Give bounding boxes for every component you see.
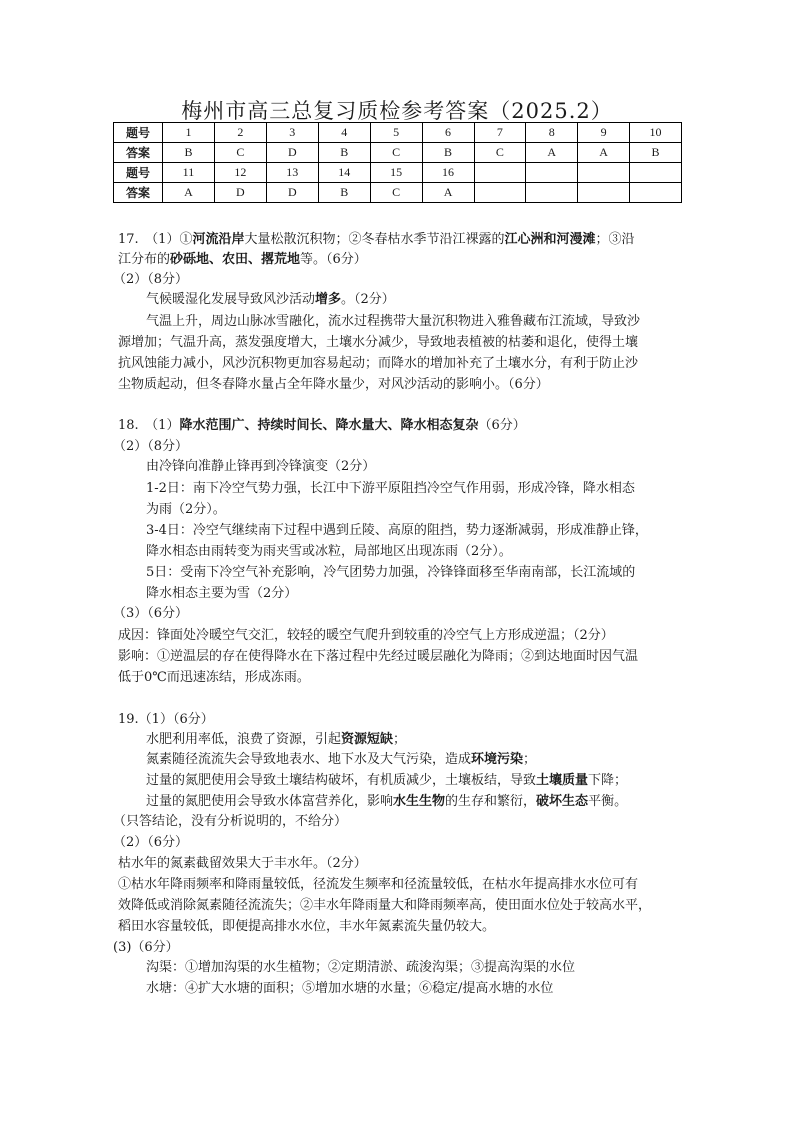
table-cell: 2 — [214, 123, 266, 143]
answer-line: （2）（8分） — [113, 439, 189, 454]
answer-text: ；③沿 — [595, 232, 635, 247]
answer-line: （2）（6分） — [113, 835, 189, 850]
table-cell: 3 — [266, 123, 318, 143]
page-title: 梅州市高三总复习质检参考答案（2025.2） — [181, 99, 613, 123]
table-cell: C — [214, 143, 266, 163]
table-cell — [526, 183, 578, 203]
answer-text: ； — [523, 752, 537, 767]
answer-text: 大量松散沉积物；②冬春枯水季节沿江裸露的 — [244, 232, 505, 247]
table-cell: B — [629, 143, 681, 163]
answer-line: 尘物质起动，但冬春降水量占全年降水量少，对风沙活动的影响小。（6分） — [118, 377, 549, 392]
answer-text: 18. （1） — [118, 418, 180, 433]
table-cell: C — [370, 183, 422, 203]
answer-text: 下降； — [588, 773, 628, 788]
table-cell: A — [163, 183, 215, 203]
table-cell: D — [266, 183, 318, 203]
key-term: 降水范围广、持续时间长、降水量大、降水相态复杂 — [179, 418, 479, 433]
table-cell: B — [163, 143, 215, 163]
key-term: 破坏生态 — [536, 794, 589, 809]
answer-line: ①枯水年降雨频率和降雨量较低，径流发生频率和径流量较低，在枯水年提高排水水位可有 — [118, 877, 639, 892]
answer-line: 3-4日：冷空气继续南下过程中遇到丘陵、高原的阻挡，势力逐渐减弱，形成准静止锋， — [146, 523, 648, 538]
answer-line: （3）（6分） — [113, 606, 189, 621]
table-cell: 6 — [422, 123, 474, 143]
answer-line: 低于0℃而迅速冻结，形成冻雨。 — [118, 670, 310, 685]
table-row — [114, 123, 682, 143]
answer-text: ； — [393, 732, 407, 747]
table-cell: C — [474, 143, 526, 163]
table-cell: D — [214, 183, 266, 203]
answer-line — [146, 752, 536, 768]
table-row — [114, 183, 682, 203]
table-cell: A — [526, 143, 578, 163]
answer-line — [118, 252, 367, 268]
table-cell: 4 — [318, 123, 370, 143]
table-cell: B — [422, 143, 474, 163]
key-term: 环境污染 — [471, 752, 524, 767]
answer-text: 过量的氮肥使用会导致水体富营养化，影响 — [146, 794, 394, 809]
table-cell: C — [370, 143, 422, 163]
answer-line: 1-2日：南下冷空气势力强，长江中下游平原阻挡冷空气作用弱，形成冷锋，降水相态 — [146, 481, 635, 496]
table-row — [114, 163, 682, 183]
row-label: 答案 — [114, 183, 163, 203]
answer-line: 稻田水容量较低，即便提高排水水位，丰水年氮素流失量仍较大。 — [118, 919, 496, 934]
key-term: 砂砾地、农田、撂荒地 — [170, 252, 301, 267]
answer-line: 降水相态主要为雪（2分） — [146, 586, 298, 601]
answer-line — [146, 292, 395, 308]
table-cell: B — [318, 183, 370, 203]
key-term: 江心洲和河漫滩 — [504, 232, 596, 247]
table-cell: 12 — [214, 163, 266, 183]
answer-table — [113, 122, 682, 203]
table-cell: 8 — [526, 123, 578, 143]
table-cell: B — [318, 143, 370, 163]
answer-line — [146, 794, 627, 810]
table-cell: 1 — [163, 123, 215, 143]
answer-line: 降水相态由雨转变为雨夹雪或冰粒，局部地区出现冻雨（2分）。 — [146, 544, 512, 559]
answer-line: 影响：①逆温层的存在使得降水在下落过程中先经过暖层融化为降雨；②到达地面时因气温 — [118, 649, 639, 664]
table-cell — [629, 183, 681, 203]
table-cell — [526, 163, 578, 183]
table-cell — [578, 163, 630, 183]
answer-text: 等。（6分） — [300, 252, 367, 267]
table-cell: 10 — [629, 123, 681, 143]
table-cell: 5 — [370, 123, 422, 143]
answer-line: 5日：受南下冷空气补充影响，冷气团势力加强，冷锋锋面移至华南南部，长江流域的 — [146, 565, 636, 580]
answer-text: （6分） — [478, 418, 526, 433]
table-cell: A — [422, 183, 474, 203]
key-term: 河流沿岸 — [192, 232, 245, 247]
answer-text: 江分布的 — [118, 252, 171, 267]
answer-line — [118, 418, 526, 434]
table-cell: D — [266, 143, 318, 163]
answer-line: 由冷锋向准静止锋再到冷锋演变（2分） — [146, 459, 376, 474]
answer-line: (3)（6分） — [113, 940, 179, 955]
answer-line: 气温上升，周边山脉冰雪融化，流水过程携带大量沉积物进入雅鲁藏布江流域，导致沙 — [146, 314, 641, 329]
answer-line — [146, 773, 627, 789]
key-term: 土壤质量 — [536, 773, 589, 788]
answer-line: （2）（8分） — [113, 272, 189, 287]
table-cell: 9 — [578, 123, 630, 143]
answer-text: 水肥利用率低，浪费了资源，引起 — [146, 732, 342, 747]
table-cell: 16 — [422, 163, 474, 183]
answer-line: 抗风蚀能力减小，风沙沉积物更加容易起动；而降水的增加补充了土壤水分，有利于防止沙 — [118, 356, 639, 371]
table-cell — [474, 183, 526, 203]
key-term: 资源短缺 — [341, 732, 394, 747]
key-term: 增多 — [315, 292, 342, 307]
answer-line: 成因：锋面处冷暖空气交汇，较轻的暖空气爬升到较重的冷空气上方形成逆温；（2分） — [118, 628, 614, 643]
table-cell: 13 — [266, 163, 318, 183]
table-cell: 11 — [163, 163, 215, 183]
table-cell: 15 — [370, 163, 422, 183]
table-cell: A — [578, 143, 630, 163]
answer-text: 的生存和繁衍， — [445, 794, 537, 809]
table-cell: 7 — [474, 123, 526, 143]
answer-line: 为雨（2分）。 — [146, 502, 226, 517]
table-cell — [578, 183, 630, 203]
key-term: 水生生物 — [393, 794, 446, 809]
row-label: 题号 — [114, 123, 163, 143]
answer-text: 过量的氮肥使用会导致土壤结构破坏，有机质减少，土壤板结，导致 — [146, 773, 537, 788]
answer-line: 效降低或消除氮素随径流流失；②丰水年降雨量大和降雨频率高，使田面水位处于较高水平， — [118, 898, 652, 913]
answer-line — [146, 732, 406, 748]
answer-line: （只答结论，没有分析说明的，不给分） — [113, 814, 348, 829]
row-label: 题号 — [114, 163, 163, 183]
answer-line: 枯水年的氮素截留效果大于丰水年。（2分） — [118, 856, 367, 871]
table-cell: 14 — [318, 163, 370, 183]
answer-text: 17. （1）① — [118, 232, 193, 247]
answer-line: 源增加；气温升高，蒸发强度增大，土壤水分减少，导致地表植被的枯萎和退化，使得土壤 — [118, 335, 639, 350]
answer-text: 气候暖湿化发展导致风沙活动 — [146, 292, 316, 307]
answer-text: 。（2分） — [341, 292, 395, 307]
table-cell — [474, 163, 526, 183]
table-row — [114, 143, 682, 163]
answer-line: 沟渠：①增加沟渠的水生植物；②定期清淤、疏浚沟渠；③提高沟渠的水位 — [146, 960, 576, 975]
answer-line: 19.（1）（6分） — [118, 712, 214, 727]
answer-line: 水塘：④扩大水塘的面积；⑤增加水塘的水量；⑥稳定/提高水塘的水位 — [146, 981, 554, 996]
answer-text: 氮素随径流流失会导致地表水、地下水及大气污染，造成 — [146, 752, 472, 767]
row-label: 答案 — [114, 143, 163, 163]
answer-text: 平衡。 — [588, 794, 628, 809]
answer-line — [118, 232, 635, 248]
table-cell — [629, 163, 681, 183]
